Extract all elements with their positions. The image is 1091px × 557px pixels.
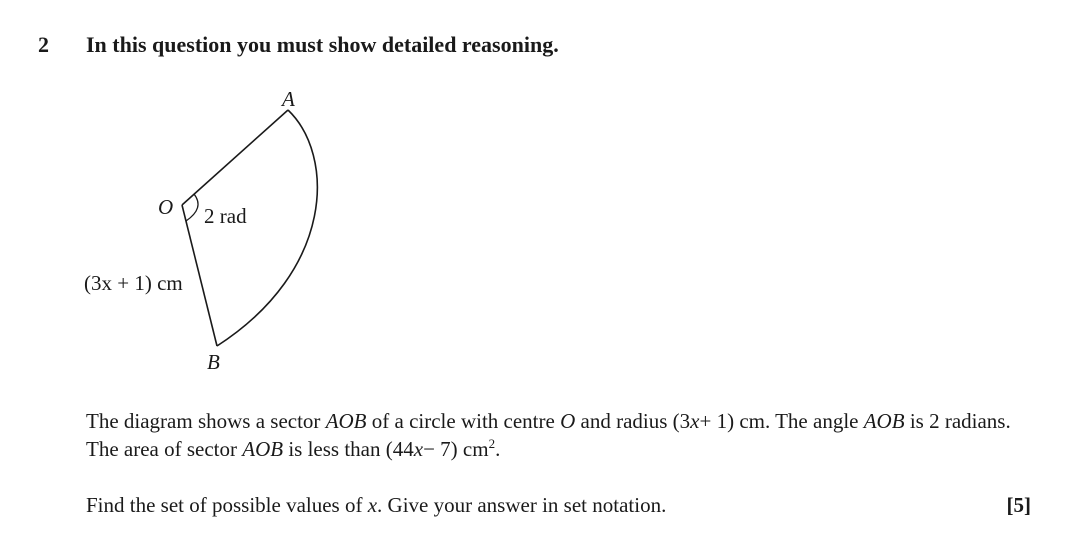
label-A: A: [282, 87, 295, 111]
arc-AB: [217, 110, 317, 346]
question-instruction: In this question you must show detailed reasoning.: [86, 32, 559, 57]
radius-OA: [182, 110, 288, 205]
label-B: B: [207, 350, 220, 374]
angle-label: 2 rad: [204, 204, 247, 228]
problem-statement: The diagram shows a sector AOB of a circle with centre O and radius (3x+ 1) cm. The angle AOB is 2 radians. The area of sector AOB is less than (44x− 7) $cm^2$.: [86, 409, 1011, 461]
radius-label: (3x + 1) cm: [84, 271, 183, 295]
angle-marker: [186, 194, 198, 221]
task-statement: Find the set of possible values of x. Give your answer in set notation.: [86, 493, 667, 517]
marks-label: [5]: [1006, 493, 1031, 517]
question-number: 2: [38, 32, 49, 57]
label-O: O: [158, 195, 174, 219]
